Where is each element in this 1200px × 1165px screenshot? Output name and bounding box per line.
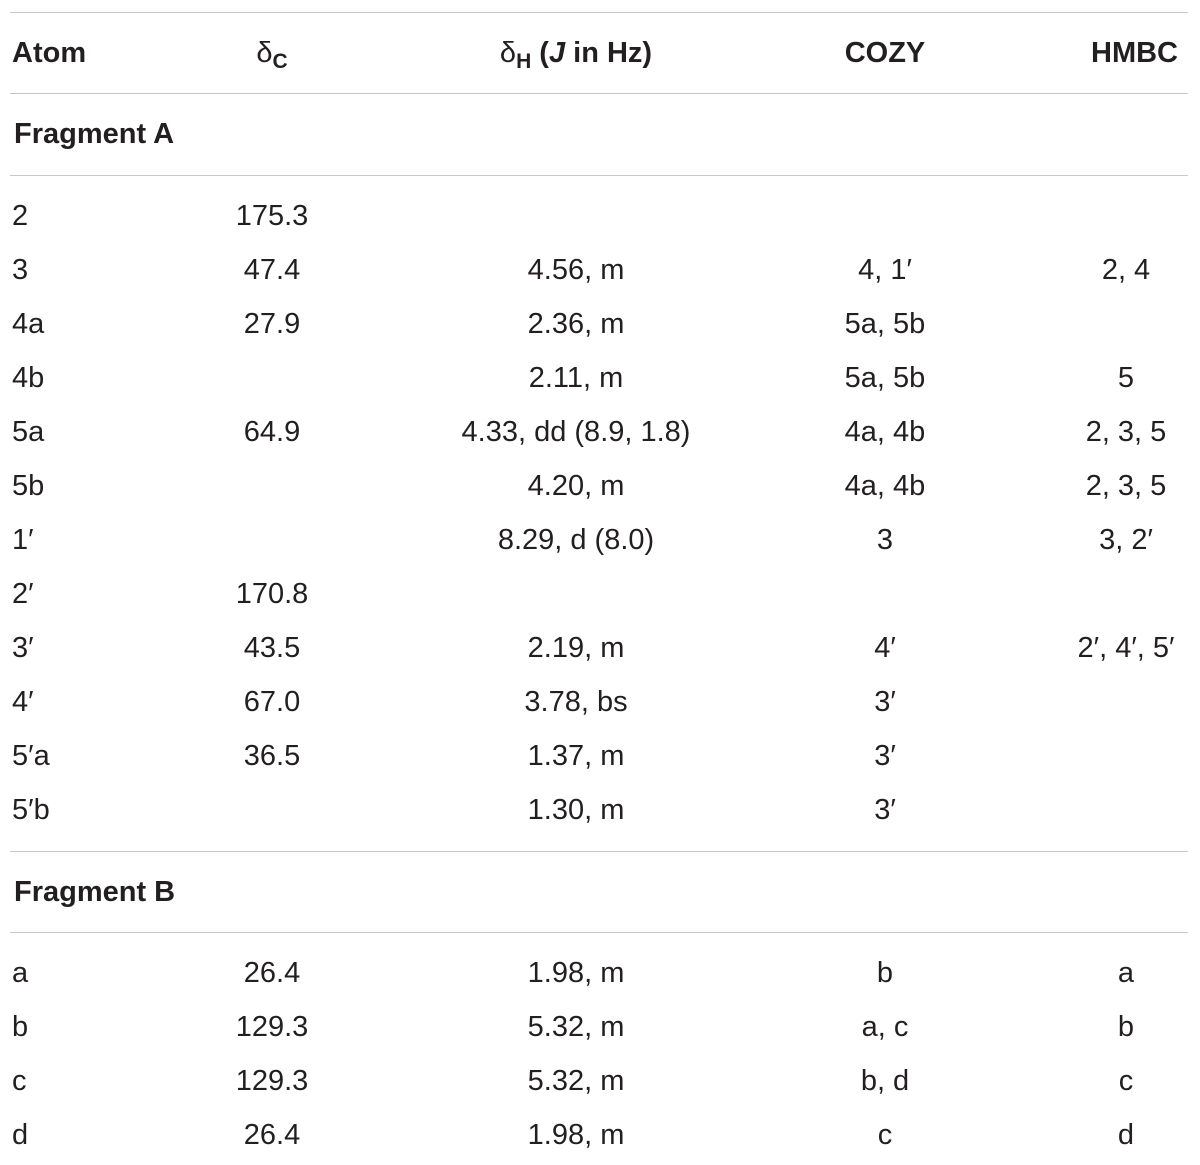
cell-atom: 5b	[12, 470, 45, 502]
header-delta-c	[256, 26, 287, 80]
header-delta-h	[500, 26, 652, 80]
cell-cozy: b, d	[860, 1065, 910, 1097]
table-row	[0, 1108, 1200, 1162]
header-cozy: COZY	[844, 37, 926, 69]
table-row	[0, 946, 1200, 1000]
top-rule	[10, 12, 1188, 13]
cell-delta-h: 1.98, m	[527, 957, 625, 989]
cell-delta-c: 67.0	[243, 686, 301, 718]
cell-cozy: b	[876, 957, 894, 989]
cell-delta-c: 175.3	[235, 200, 309, 232]
table-row	[0, 1054, 1200, 1108]
cell-hmbc: 2, 4	[1101, 254, 1151, 286]
cell-cozy: 4, 1′	[858, 254, 912, 286]
cell-delta-h: 4.33, dd (8.9, 1.8)	[461, 416, 691, 448]
cell-hmbc: 3, 2′	[1099, 524, 1153, 556]
cell-hmbc: 2, 3, 5	[1085, 416, 1167, 448]
cell-hmbc: 5	[1117, 362, 1135, 394]
cell-atom: 4′	[12, 686, 34, 718]
cell-cozy: 3′	[874, 794, 896, 826]
cell-delta-c: 64.9	[243, 416, 301, 448]
cell-delta-h: 1.30, m	[527, 794, 625, 826]
cell-cozy: 4′	[874, 632, 896, 664]
fragment-title: Fragment A	[14, 118, 175, 150]
cell-atom: c	[12, 1065, 27, 1097]
cell-delta-h: 1.37, m	[527, 740, 625, 772]
cell-delta-h: 8.29, d (8.0)	[497, 524, 655, 556]
cell-delta-h: 3.78, bs	[524, 686, 628, 718]
header-hmbc: HMBC	[1091, 37, 1178, 69]
cell-delta-c: 36.5	[243, 740, 301, 772]
cell-atom: 2′	[12, 578, 34, 610]
delta-symbol: δ	[256, 37, 273, 69]
j-unit: in Hz)	[565, 37, 653, 69]
table-row	[0, 783, 1200, 837]
header-atom: Atom	[12, 37, 87, 69]
cell-atom: 1′	[12, 524, 34, 556]
cell-cozy: a, c	[861, 1011, 909, 1043]
j-open: (	[531, 37, 549, 69]
cell-atom: 5′b	[12, 794, 50, 826]
cell-delta-c: 170.8	[235, 578, 309, 610]
header-rule	[10, 93, 1188, 94]
cell-cozy: 5a, 5b	[844, 308, 926, 340]
cell-delta-h: 5.32, m	[527, 1011, 625, 1043]
section-divider-rule	[10, 851, 1188, 852]
cell-delta-h: 2.36, m	[527, 308, 625, 340]
delta-symbol: δ	[499, 37, 517, 69]
cell-delta-h: 4.20, m	[527, 470, 625, 502]
table-row	[0, 405, 1200, 459]
cell-hmbc: 2′, 4′, 5′	[1077, 632, 1175, 664]
cell-delta-c: 129.3	[235, 1065, 309, 1097]
cell-delta-h: 5.32, m	[527, 1065, 625, 1097]
cell-cozy: 4a, 4b	[844, 470, 926, 502]
table-row	[0, 351, 1200, 405]
table-row	[0, 675, 1200, 729]
cell-atom: 4a	[12, 308, 45, 340]
header-row	[0, 26, 1200, 80]
cell-atom: 3′	[12, 632, 34, 664]
cell-atom: 5′a	[12, 740, 50, 772]
table-row	[0, 1000, 1200, 1054]
cell-hmbc: b	[1117, 1011, 1135, 1043]
cell-delta-c: 27.9	[243, 308, 301, 340]
table-row	[0, 729, 1200, 783]
cell-cozy: 3′	[874, 686, 896, 718]
table-row	[0, 459, 1200, 513]
cell-atom: 5a	[12, 416, 45, 448]
cell-atom: 2	[12, 200, 29, 232]
table-row	[0, 297, 1200, 351]
table-row	[0, 189, 1200, 243]
table-row	[0, 243, 1200, 297]
cell-delta-c: 43.5	[243, 632, 301, 664]
cell-delta-c: 129.3	[235, 1011, 309, 1043]
fragment-title: Fragment B	[14, 876, 176, 908]
table-row	[0, 621, 1200, 675]
cell-hmbc: d	[1117, 1119, 1135, 1151]
cell-delta-h: 2.19, m	[527, 632, 625, 664]
cell-hmbc: 2, 3, 5	[1085, 470, 1167, 502]
cell-cozy: c	[877, 1119, 893, 1151]
cell-atom: 4b	[12, 362, 45, 394]
cell-cozy: 3	[876, 524, 894, 556]
delta-h-subscript: H	[516, 50, 532, 73]
cell-delta-h: 1.98, m	[527, 1119, 625, 1151]
cell-delta-h: 4.56, m	[527, 254, 625, 286]
cell-delta-c: 47.4	[243, 254, 301, 286]
cell-hmbc: c	[1118, 1065, 1134, 1097]
table-row	[0, 567, 1200, 621]
fragment-title-rule	[10, 175, 1188, 176]
cell-delta-c: 26.4	[243, 1119, 301, 1151]
cell-atom: a	[12, 957, 29, 989]
cell-delta-h: 2.11, m	[528, 362, 624, 394]
table-row	[0, 513, 1200, 567]
cell-atom: b	[12, 1011, 29, 1043]
cell-atom: 3	[12, 254, 29, 286]
delta-c-subscript: C	[272, 50, 288, 73]
cell-atom: d	[12, 1119, 29, 1151]
j-symbol: J	[548, 37, 566, 69]
cell-cozy: 4a, 4b	[844, 416, 926, 448]
fragment-title-rule	[10, 932, 1188, 933]
cell-cozy: 5a, 5b	[844, 362, 926, 394]
cell-delta-c: 26.4	[243, 957, 301, 989]
cell-cozy: 3′	[874, 740, 896, 772]
cell-hmbc: a	[1117, 957, 1135, 989]
